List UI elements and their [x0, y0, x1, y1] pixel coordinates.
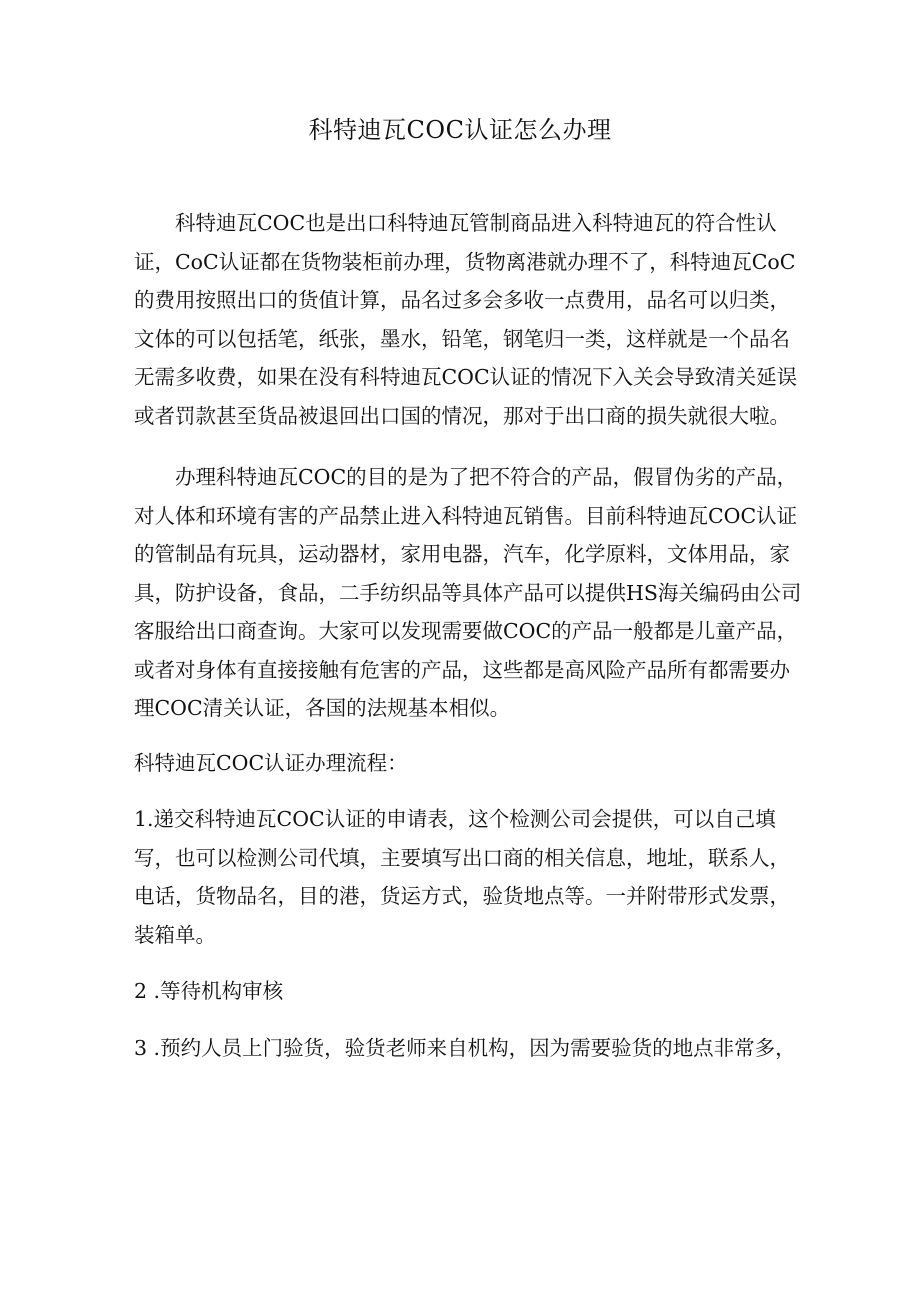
process-heading: 科特迪瓦COC认证办理流程：	[134, 750, 408, 775]
document-title: 科特迪瓦COC认证怎么办理	[308, 116, 612, 144]
process-step-1: 1.递交科特迪瓦COC认证的申请表，这个检测公司会提供，可以自己填写，也可以检测公司代填，主要填写出口商的相关信息，地址，联系人，电话，货物品名，目的港，货运方式，验货地点等。一并附带形式发票，装箱单。	[134, 807, 790, 947]
intro-paragraph: 科特迪瓦COC也是出口科特迪瓦管制商品进入科特迪瓦的符合性认证，CoC认证都在货物装柜前办理，货物离港就办理不了，科特迪瓦CoC的费用按照出口的货值计算，品名过多会多收一点费用，品名可以归类，文体的可以包括笔，纸张，墨水，铅笔，钢笔归一类，这样就是一个品名无需多收费，如果在没有科特迪瓦COC认证的情况下入关会导致清关延误或者罚款甚至货品被退回出口国的情况，那对于出口商的损失就很大啦。	[134, 211, 798, 428]
document-body	[134, 204, 802, 1067]
process-step-2: 2 .等待机构审核	[134, 979, 284, 1003]
purpose-paragraph: 办理科特迪瓦COC的目的是为了把不符合的产品，假冒伪劣的产品，对人体和环境有害的产品禁止进入科特迪瓦销售。目前科特迪瓦COC认证的管制品有玩具，运动器材，家用电器，汽车，化学原料，文体用品，家具，防护设备，食品，二手纺织品等具体产品可以提供HS海关编码由公司客服给出口商查询。大家可以发现需要做COC的产品一般都是儿童产品，或者对身体有直接接触有危害的产品，这些都是高风险产品所有都需要办理COC清关认证，各国的法规基本相似。	[134, 465, 802, 720]
process-step-3: 3 .预约人员上门验货，验货老师来自机构，因为需要验货的地点非常多，	[134, 1035, 796, 1060]
